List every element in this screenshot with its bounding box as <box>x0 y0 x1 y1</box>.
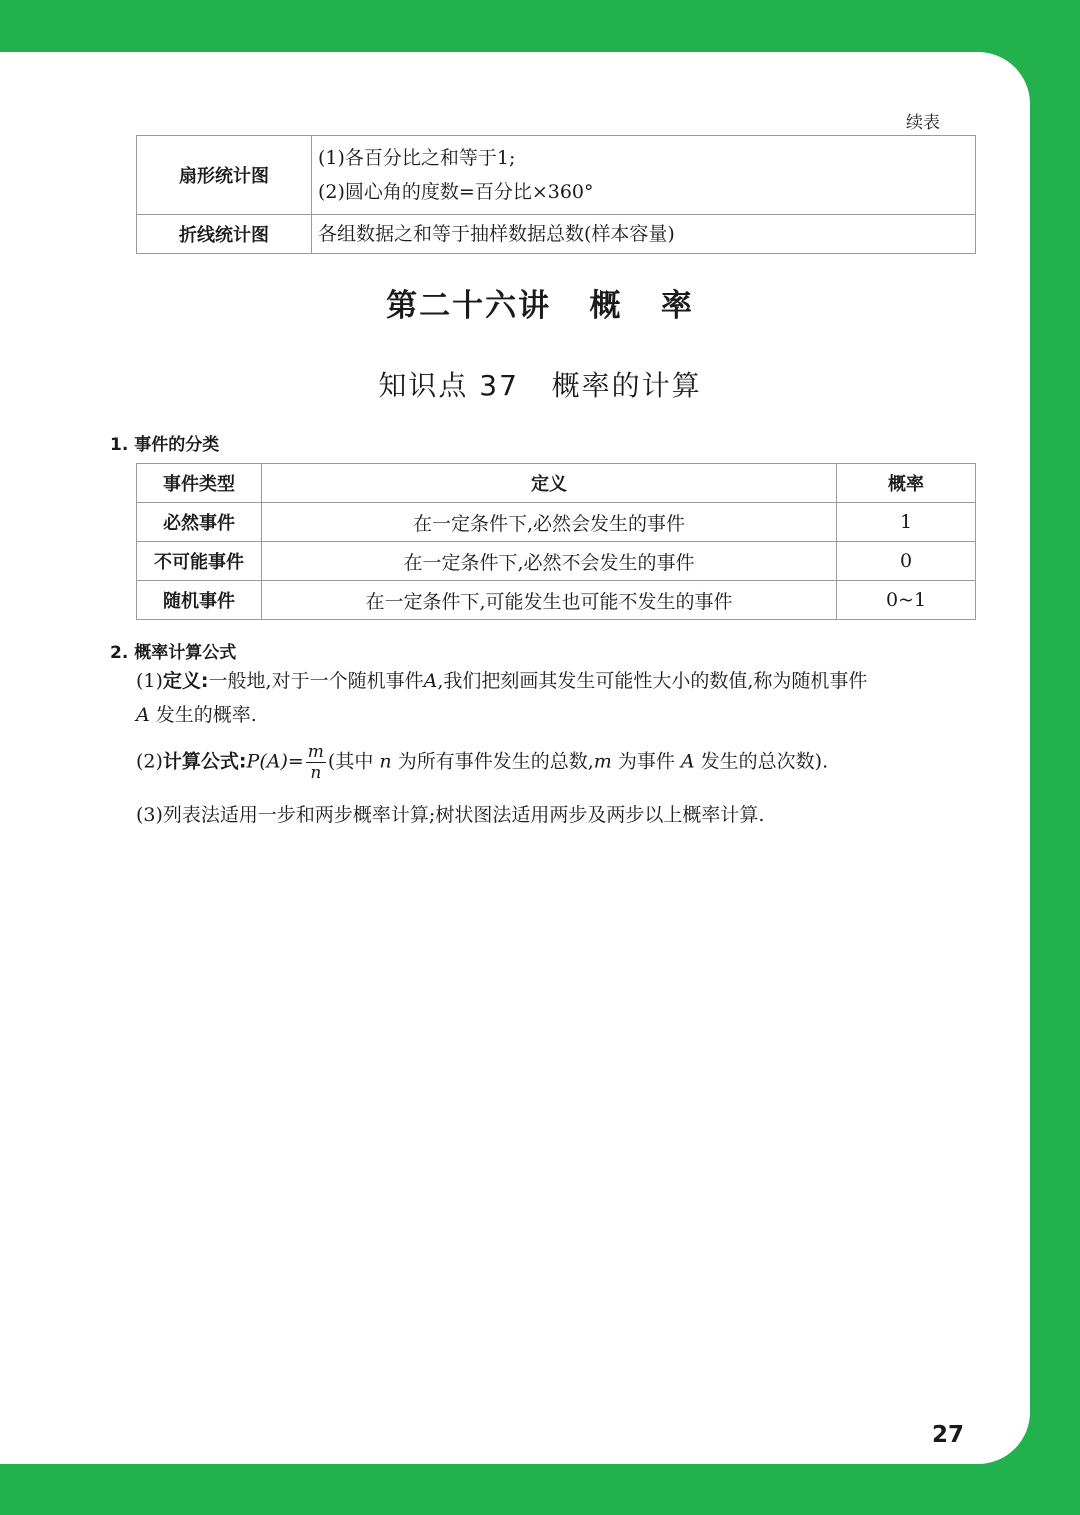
definition-paragraph <box>136 664 978 732</box>
row-body-line-chart <box>312 215 976 254</box>
page-number: 27 <box>931 1422 964 1448</box>
item-prefix: (2) <box>136 750 163 773</box>
event-probability: 0~1 <box>837 581 976 620</box>
formula-lhs: P(A)= <box>246 750 304 773</box>
variable-a: A <box>423 670 438 692</box>
formula-label: 计算公式: <box>162 750 247 773</box>
variable-a: A <box>680 750 695 773</box>
line-chart-line-1: 各组数据之和等于抽样数据总数(样本容量) <box>318 223 675 245</box>
fraction <box>306 742 326 783</box>
formula-text-d: 发生的总次数). <box>700 750 829 773</box>
event-type: 随机事件 <box>137 581 262 620</box>
variable-m: m <box>593 750 612 773</box>
event-type: 不可能事件 <box>137 542 262 581</box>
table-row <box>137 215 976 254</box>
formula-text-b: 为所有事件发生的总数, <box>397 750 594 773</box>
table-header-row <box>137 464 976 503</box>
knowledge-point-title: 知识点 37 概率的计算 <box>378 369 702 402</box>
lecture-title: 第二十六讲 概 率 <box>386 288 694 324</box>
formula-text-c: 为事件 <box>617 750 675 773</box>
column-header-probability: 概率 <box>837 464 976 503</box>
event-type: 必然事件 <box>137 503 262 542</box>
definition-label: 定义: <box>162 670 209 692</box>
table-row <box>137 503 976 542</box>
pie-line-2: (2)圆心角的度数=百分比×360° <box>318 181 594 203</box>
definition-text-c: 发生的概率. <box>155 704 257 726</box>
column-header-definition: 定义 <box>262 464 837 503</box>
table-row <box>137 542 976 581</box>
event-probability: 1 <box>837 503 976 542</box>
fraction-denominator: n <box>310 763 322 783</box>
table-row <box>137 136 976 215</box>
row-body-pie-chart <box>312 136 976 215</box>
event-probability: 0 <box>837 542 976 581</box>
event-definition: 在一定条件下,必然会发生的事件 <box>262 503 837 542</box>
method-paragraph: (3)列表法适用一步和两步概率计算;树状图法适用两步及两步以上概率计算. <box>136 804 765 826</box>
section-heading-probability-formula: 2. 概率计算公式 <box>110 643 237 663</box>
item-prefix: (1) <box>136 670 163 692</box>
column-header-type: 事件类型 <box>137 464 262 503</box>
continued-label: 续表 <box>906 113 940 133</box>
table-row <box>137 581 976 620</box>
statistics-table <box>136 135 976 254</box>
formula-paragraph <box>136 742 978 783</box>
row-head-pie-chart: 扇形统计图 <box>137 136 312 215</box>
variable-a: A <box>136 704 150 726</box>
event-definition: 在一定条件下,必然不会发生的事件 <box>262 542 837 581</box>
section-heading-event-classification: 1. 事件的分类 <box>110 435 220 455</box>
row-head-line-chart: 折线统计图 <box>137 215 312 254</box>
definition-text-b: ,我们把刻画其发生可能性大小的数值,称为随机事件 <box>437 670 868 692</box>
formula-text-a: (其中 <box>327 750 374 773</box>
variable-n: n <box>379 750 392 773</box>
event-classification-table <box>136 463 976 620</box>
definition-text-a: 一般地,对于一个随机事件 <box>208 670 424 692</box>
fraction-numerator: m <box>307 742 324 762</box>
page <box>0 52 1030 1464</box>
event-definition: 在一定条件下,可能发生也可能不发生的事件 <box>262 581 837 620</box>
pie-line-1: (1)各百分比之和等于1; <box>318 147 516 169</box>
